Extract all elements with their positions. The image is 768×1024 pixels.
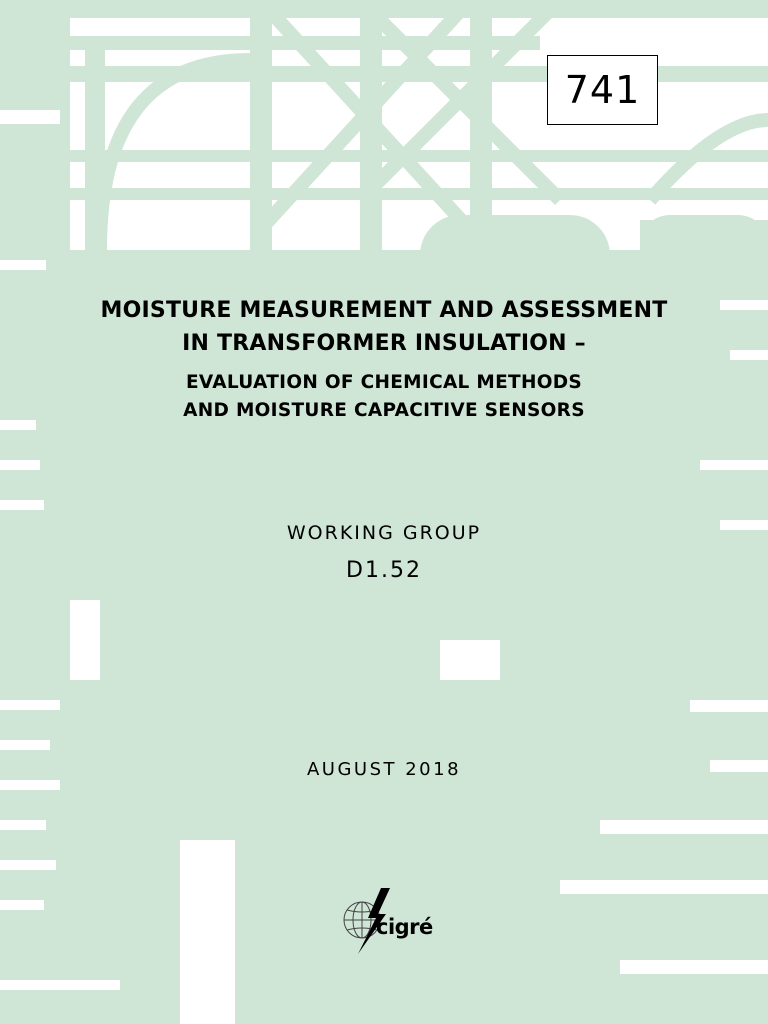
working-group-code: D1.52 <box>346 558 422 583</box>
subtitle-line-1: EVALUATION OF CHEMICAL METHODS <box>185 372 583 393</box>
report-number-box: 741 <box>547 55 658 125</box>
title-line-2: IN TRANSFORMER INSULATION – <box>182 331 586 356</box>
publication-date: AUGUST 2018 <box>306 759 462 780</box>
cigre-logo-text: cigré <box>376 915 433 939</box>
cigre-logo-icon <box>338 888 442 958</box>
subtitle-line-2: AND MOISTURE CAPACITIVE SENSORS <box>183 400 585 421</box>
working-group-label: WORKING GROUP <box>286 522 482 544</box>
title-line-1: MOISTURE MEASUREMENT AND ASSESSMENT <box>100 298 668 323</box>
